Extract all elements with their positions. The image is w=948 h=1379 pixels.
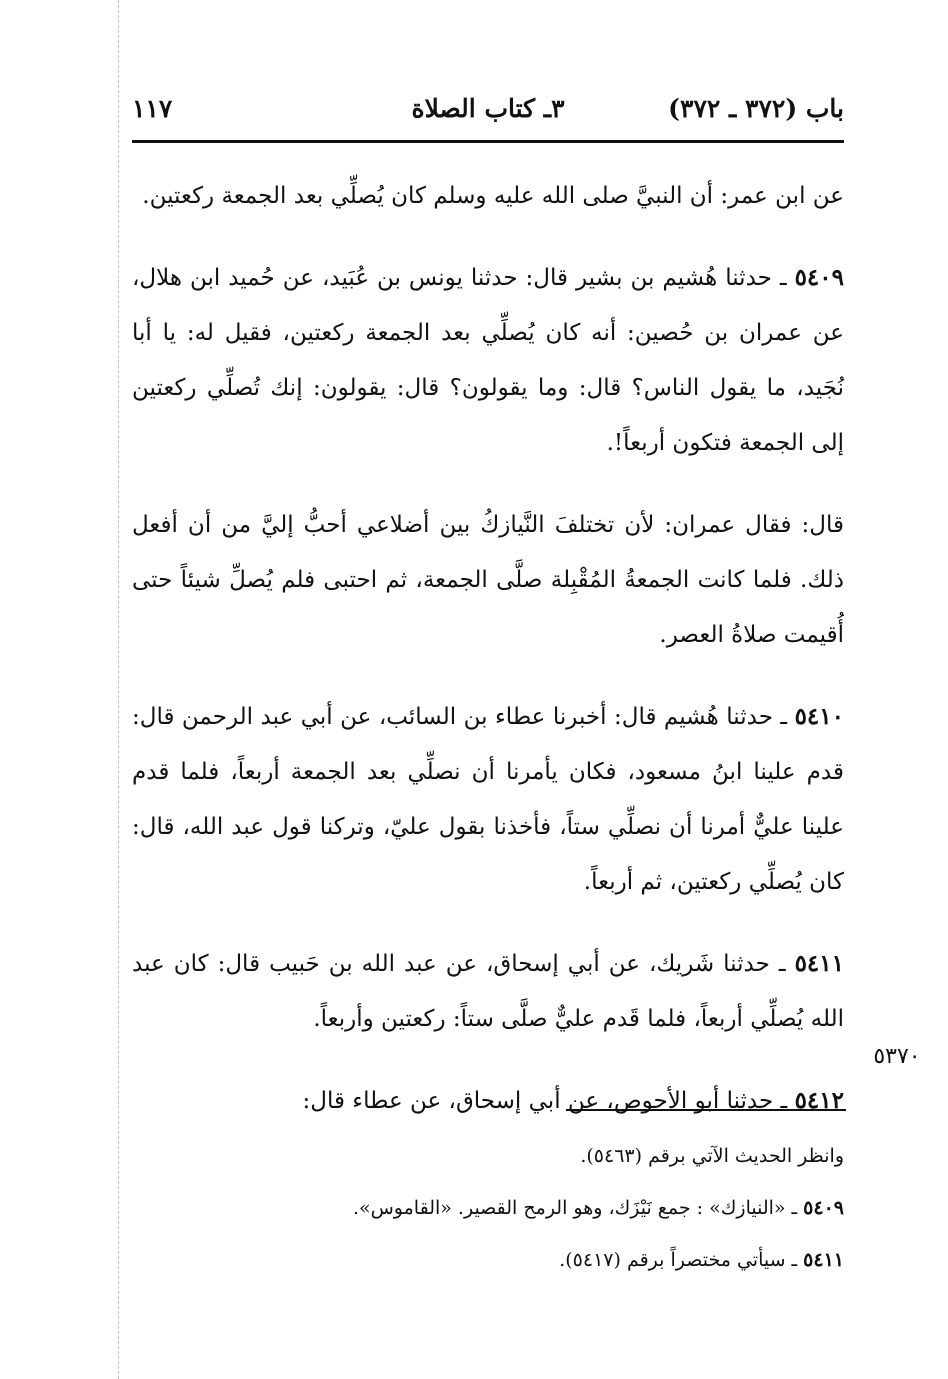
main-text (132, 168, 844, 1155)
paragraph-text: ـ حدثنا أبو الأحوص، عن أبي إسحاق، عن عطاء قال: (302, 1088, 795, 1114)
footnote-number: ٥٤٠٩ (803, 1197, 844, 1219)
paragraph-text: ـ حدثنا شَريك، عن أبي إسحاق، عن عبد الله بن حَبيب قال: كان عبد الله يُصلِّي أربعاً، فلما قَدم عليٌّ صلَّى ستاً: ركعتين وأربعاً. (132, 951, 844, 1032)
paragraph-text: قال: فقال عمران: لأن تختلفَ النَّيازكُ بين أضلاعي أحبُّ إليَّ من أن أفعل ذلك. فلما كانت الجمعةُ المُقْبِلة صلَّى الجمعة، ثم احتبى فلم يُصلِّ شيئاً حتى أُقيمت صلاةُ العصر. (132, 512, 844, 648)
paragraph-text: عن ابن عمر: أن النبيَّ صلى الله عليه وسلم كان يُصلِّي بعد الجمعة ركعتين. (142, 183, 844, 209)
marginal-number: ٥٣٧٠ (873, 1044, 921, 1069)
hadith-number: ٥٤٠٩ (794, 264, 844, 291)
page-edge-line (118, 0, 119, 1379)
book-title: ٣ـ كتاب الصلاة (411, 94, 565, 123)
paragraph (132, 1073, 844, 1129)
paragraph (132, 250, 844, 471)
paragraph (132, 168, 844, 224)
footnote-text: وانظر الحديث الآتي برقم (٥٤٦٣). (580, 1145, 844, 1167)
hadith-number: ٥٤١٠ (794, 703, 844, 730)
paragraph (132, 497, 844, 663)
footnote-text: ـ سيأتي مختصراً برقم (٥٤١٧). (559, 1249, 804, 1271)
chapter-title: باب (٣٧٢ ـ ٣٧٢) (668, 94, 844, 123)
paragraph (132, 936, 844, 1047)
hadith-number: ٥٤١٢ (794, 1087, 844, 1114)
footnote-number: ٥٤١١ (803, 1249, 844, 1271)
footnote (132, 1234, 844, 1286)
page-number: ١١٧ (132, 94, 173, 123)
footnote-text: ـ «النيازك» : جمع نَيْزَك، وهو الرمح القصير. «القاموس». (352, 1197, 804, 1219)
header-rule (132, 140, 844, 143)
footnotes (132, 1130, 844, 1286)
footnote (132, 1182, 844, 1234)
page-header (132, 88, 844, 136)
paragraph-text: ـ حدثنا هُشيم قال: أخبرنا عطاء بن السائب، عن أبي عبد الرحمن قال: قدم علينا ابنُ مسعود، فكان يأمرنا أن نصلِّي بعد الجمعة أربعاً، فلما قدم علينا عليٌّ أمرنا أن نصلِّي ستاً، فأخذنا بقول عليّ، وتركنا قول عبد الله، قال: كان يُصلِّي ركعتين، ثم أربعاً. (132, 704, 844, 895)
footnote-rule (566, 1109, 846, 1111)
paragraph (132, 689, 844, 910)
footnote (132, 1130, 844, 1182)
hadith-number: ٥٤١١ (794, 950, 844, 977)
paragraph-text: ـ حدثنا هُشيم بن بشير قال: حدثنا يونس بن عُبَيد، عن حُميد ابن هلال، عن عمران بن حُصين: أنه كان يُصلِّي بعد الجمعة ركعتين، فقيل له: يا أبا نُجَيد، ما يقول الناس؟ قال: وما يقولون؟ قال: يقولون: إنك تُصلِّي ركعتين إلى الجمعة فتكون أربعاً!. (132, 265, 844, 456)
